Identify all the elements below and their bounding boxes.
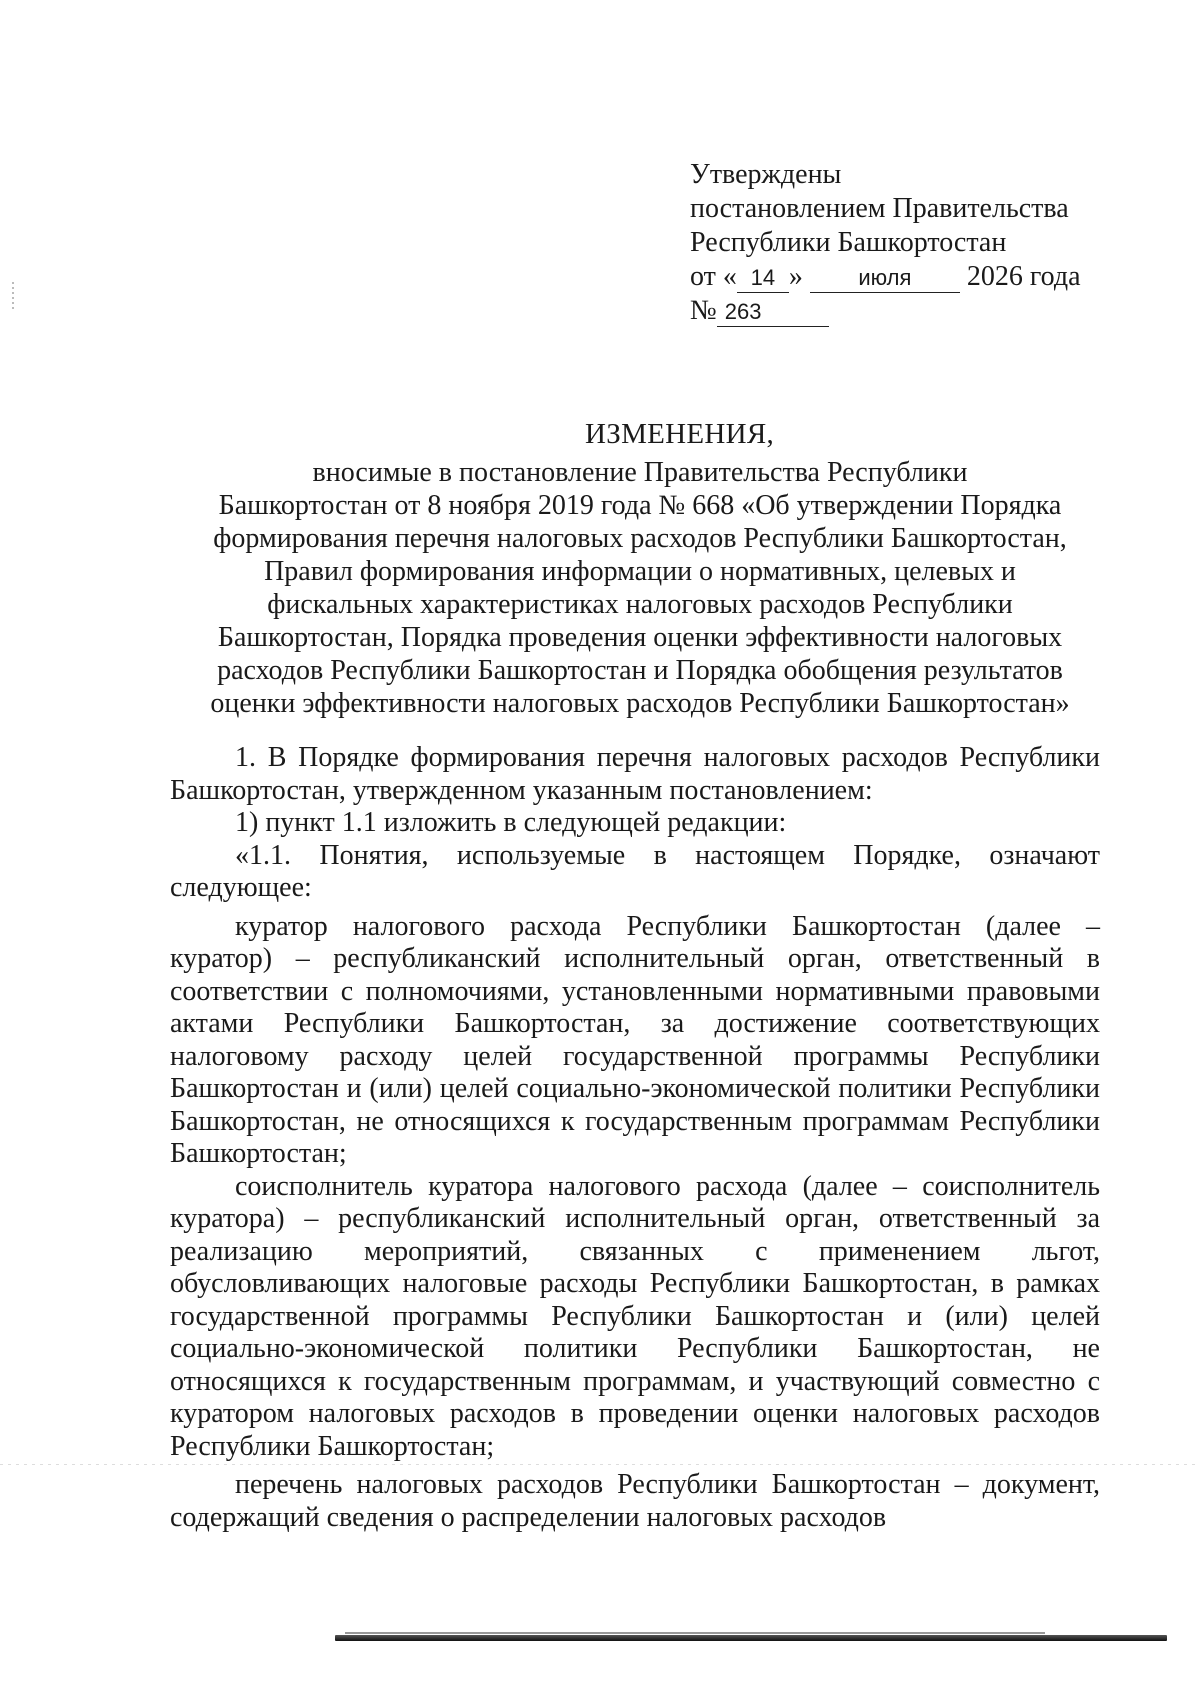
subtitle-line: Правил формирования информации о нормативных, целевых и: [264, 556, 1016, 587]
subtitle-line: вносимые в постановление Правительства Республики: [312, 457, 968, 488]
paragraph: соисполнитель куратора налогового расхода (далее – соисполнитель куратора) – республиканский исполнительный орган, ответственный за реализацию мероприятий, связанных с применением льгот, обусловливающих налоговые расходы Республики Башкортостан, в рамках государственной программы Республики Башкортостан и (или) целей социально-экономической политики Республики Башкортостан, не относящихся к государственным программам, и участвующий совместно с куратором налоговых расходов в проведении оценки налоговых расходов Республики Башкортостан;: [170, 1170, 1100, 1462]
approval-day: 14: [737, 264, 789, 293]
paragraph: 1) пункт 1.1 изложить в следующей редакции:: [235, 807, 787, 838]
approval-number: 263: [717, 298, 829, 327]
subtitle-line: фискальных характеристиках налоговых расходов Республики: [267, 589, 1013, 620]
document-body: [170, 742, 1100, 1534]
approval-block: [690, 158, 1110, 328]
subtitle-line: Башкортостан от 8 ноября 2019 года № 668 «Об утверждении Порядка: [218, 490, 1062, 521]
approval-number-line: [690, 294, 1110, 328]
document-subtitle: [175, 456, 1105, 720]
subtitle-line: формирования перечня налоговых расходов Республики Башкортостан,: [213, 523, 1067, 554]
scan-fold-line: [0, 1464, 1200, 1465]
approval-line-3: Республики Башкортостан: [690, 227, 1007, 258]
approval-date-line: [690, 260, 1110, 294]
subtitle-line: оценки эффективности налоговых расходов Республики Башкортостан»: [210, 688, 1070, 719]
scan-edge-bar: [335, 1635, 1167, 1641]
document-title: ИЗМЕНЕНИЯ,: [585, 418, 775, 450]
approval-line-2: постановлением Правительства: [690, 193, 1069, 224]
approval-month: июля: [810, 264, 960, 293]
subtitle-line: расходов Республики Башкортостан и Порядка обобщения результатов: [217, 655, 1063, 686]
scan-edge-shadow: [345, 1632, 1045, 1634]
subtitle-line: Башкортостан, Порядка проведения оценки эффективности налоговых: [217, 622, 1063, 653]
date-mid: »: [788, 261, 803, 292]
paragraph: 1. В Порядке формирования перечня налоговых расходов Республики Башкортостан, утвержденном указанным постановлением:: [170, 742, 1100, 806]
date-prefix: от «: [690, 261, 737, 292]
number-prefix: №: [690, 295, 717, 326]
paragraph: перечень налоговых расходов Республики Башкортостан – документ, содержащий сведения о распределении налоговых расходов: [170, 1469, 1100, 1533]
approval-year: 2026 года: [966, 261, 1081, 292]
paragraph: «1.1. Понятия, используемые в настоящем Порядке, означают следующее:: [170, 839, 1100, 903]
approval-line-1: Утверждены: [690, 159, 842, 190]
scan-artifact: [12, 282, 14, 312]
paragraph: куратор налогового расхода Республики Башкортостан (далее – куратор) – республиканский исполнительный орган, ответственный в соответствии с полномочиями, установленными нормативными правовыми актами Республики Башкортостан, за достижение соответствующих налоговому расходу целей государственной программы Республики Башкортостан и (или) целей социально-экономической политики Республики Башкортостан, не относящихся к государственным программам Республики Башкортостан;: [170, 910, 1100, 1169]
